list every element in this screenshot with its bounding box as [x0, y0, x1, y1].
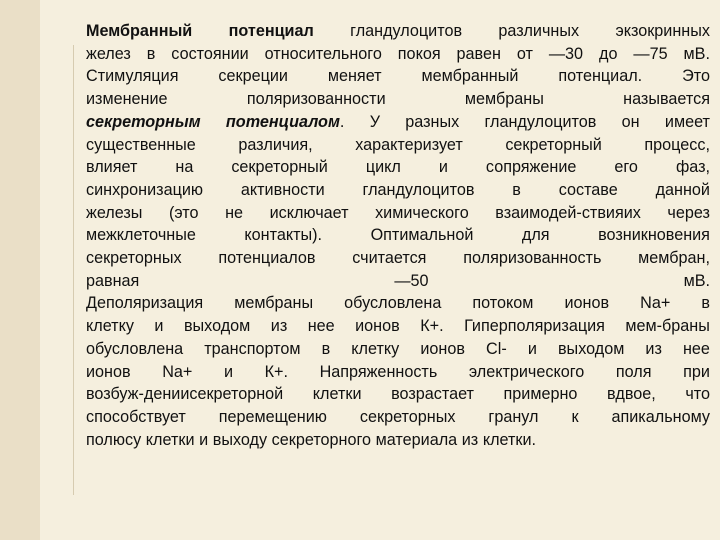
word: клетки [312, 385, 362, 404]
text-line [86, 338, 710, 361]
word: электрического [468, 362, 585, 381]
word: и [223, 362, 233, 381]
word: возбуж-дениисекреторной [86, 385, 284, 404]
word: через [667, 203, 710, 222]
word: контакты). [244, 226, 323, 245]
word: фаз, [675, 158, 710, 177]
word: обусловлена [86, 339, 184, 358]
word: мембран, [638, 249, 710, 268]
word: —30 [548, 44, 584, 63]
word: Стимуляция [86, 67, 179, 86]
word: Оптимальной [370, 226, 474, 245]
word: и [438, 158, 448, 177]
word: секреторный [505, 135, 602, 154]
word: потенциалов [218, 249, 316, 268]
word: до [599, 44, 618, 63]
word: существенные [86, 135, 196, 154]
word: мВ. [683, 44, 710, 63]
punctuation: . [339, 112, 345, 131]
word: его [614, 158, 638, 177]
word: секреции [218, 67, 288, 86]
word: потенциал. [558, 67, 643, 86]
word: и [527, 339, 537, 358]
word: секреторных [359, 407, 456, 426]
word: при [683, 362, 710, 381]
word: имеет [664, 112, 710, 131]
word: Na+ [162, 362, 193, 381]
text-line [86, 429, 710, 452]
word: и [154, 317, 164, 336]
word: относительного [264, 44, 382, 63]
word: считается [352, 249, 427, 268]
word: ионов [355, 317, 400, 336]
word: полюсу [86, 430, 142, 449]
word: апикальному [611, 407, 710, 426]
bold-term: потенциал [228, 22, 314, 40]
text-line [86, 179, 710, 202]
word: данной [655, 180, 710, 199]
word: он [621, 112, 640, 131]
word: в [321, 339, 331, 358]
word: желез [86, 44, 131, 63]
text-line [86, 111, 710, 134]
word: гландулоцитов [484, 112, 597, 131]
text-line [86, 20, 710, 43]
word: изменение [86, 90, 168, 109]
word: на [175, 158, 194, 177]
word: поля [615, 362, 652, 381]
text-line [86, 361, 710, 384]
word: сопряжение [485, 158, 577, 177]
word: обусловлена [344, 294, 442, 313]
word [226, 111, 345, 134]
word: к [571, 407, 579, 426]
word: нее [682, 339, 710, 358]
word: влияет [86, 158, 138, 177]
word: транспортом [204, 339, 301, 358]
word: поляризованности [246, 90, 386, 109]
word: клетку [86, 317, 134, 336]
text-line [86, 156, 710, 179]
word: К+. [264, 362, 288, 381]
word: в [512, 180, 521, 199]
word: перемещению [218, 407, 327, 426]
word [86, 111, 201, 134]
word: возрастает [391, 385, 474, 404]
word: возникновения [598, 226, 710, 245]
emphasized-term: потенциалом [225, 112, 340, 131]
word: клетки. [482, 430, 537, 449]
word: гландулоцитов [350, 22, 463, 40]
word: выходом [557, 339, 625, 358]
word: Напряженность [319, 362, 438, 381]
word: из [270, 317, 288, 336]
word: ионов [564, 294, 610, 313]
word: —75 [633, 44, 668, 63]
text-line [86, 134, 710, 157]
word: мембраны [234, 294, 314, 313]
word: секреторный [231, 158, 328, 177]
left-decorative-band [0, 0, 40, 540]
word: выходу [212, 430, 268, 449]
word: нее [307, 317, 335, 336]
word: поляризованность [463, 249, 602, 268]
word: клетку [351, 339, 400, 358]
body-paragraph [86, 20, 710, 451]
word: для [521, 226, 550, 245]
word: К+. [420, 317, 444, 336]
word: разных [405, 112, 460, 131]
word: секреторных [86, 249, 182, 268]
word: состоянии [171, 44, 249, 63]
text-line [86, 88, 710, 111]
text-line [86, 65, 710, 88]
word: называется [623, 90, 710, 109]
text-line [86, 292, 710, 315]
word: примерно [503, 385, 578, 404]
text-line [86, 43, 710, 66]
text-line [86, 315, 710, 338]
word: железы [86, 203, 143, 222]
word: цикл [365, 158, 401, 177]
text-line [86, 247, 710, 270]
word: мВ. [683, 271, 710, 290]
word: синхронизацию [86, 180, 204, 199]
text-line [86, 224, 710, 247]
bold-term: Мембранный [86, 22, 193, 40]
word: ионов [420, 339, 465, 358]
word: вдвое, [606, 385, 656, 404]
word: гландулоцитов [362, 180, 475, 199]
word: химического [375, 203, 469, 222]
word: процесс, [644, 135, 710, 154]
word: не [225, 203, 244, 222]
word: мембраны [464, 90, 544, 109]
word: из [461, 430, 479, 449]
word: экзокринных [615, 22, 710, 40]
word: мембранный [421, 67, 519, 86]
word: и [199, 430, 209, 449]
word: от [516, 44, 533, 63]
word: в [701, 294, 710, 313]
word: взаимодей-ствияих [495, 203, 641, 222]
word: в [146, 44, 156, 63]
text-line [86, 383, 710, 406]
word: характеризует [355, 135, 463, 154]
word: потоком [472, 294, 534, 313]
word: материала [375, 430, 458, 449]
word: Деполяризация [86, 294, 204, 313]
text-line [86, 406, 710, 429]
word: выходом [183, 317, 251, 336]
word: Na+ [640, 294, 671, 313]
word: мем-браны [625, 317, 710, 336]
word: Cl- [486, 339, 507, 358]
emphasized-term: секреторным [86, 112, 201, 131]
text-line [86, 202, 710, 225]
text-line [86, 270, 710, 293]
word: клетки [145, 430, 195, 449]
word: способствует [86, 407, 186, 426]
word: секреторного [271, 430, 372, 449]
word: Это [682, 67, 710, 86]
word: исключает [269, 203, 349, 222]
word: межклеточные [86, 226, 196, 245]
vertical-rule [73, 45, 74, 495]
word: ионов [86, 362, 131, 381]
word: покоя [397, 44, 441, 63]
word [86, 20, 192, 43]
word: из [645, 339, 662, 358]
word: различия, [238, 135, 313, 154]
word: составе [558, 180, 618, 199]
word: У [369, 112, 380, 131]
word: активности [240, 180, 325, 199]
word: меняет [327, 67, 382, 86]
word: (это [169, 203, 199, 222]
word: что [685, 385, 710, 404]
word: Гиперполяризация [464, 317, 605, 336]
word: равен [456, 44, 501, 63]
word: равная [86, 271, 140, 290]
word: —50 [394, 271, 429, 290]
word: гранул [488, 407, 539, 426]
word: различных [498, 22, 580, 40]
word [229, 20, 314, 43]
